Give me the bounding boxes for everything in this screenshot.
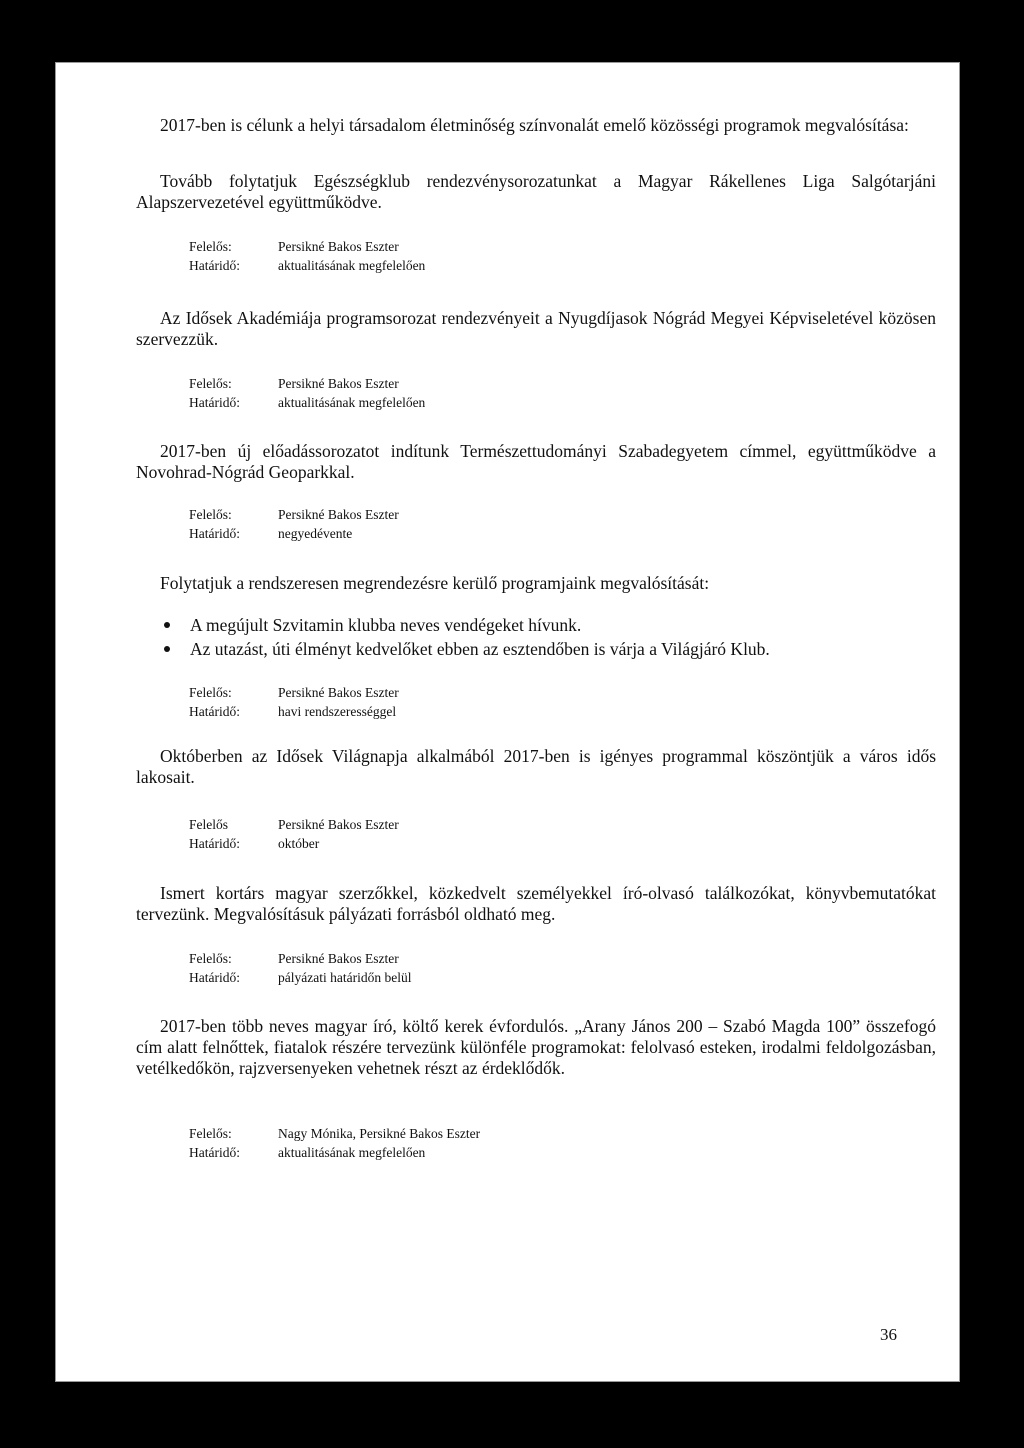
deadline-label: Határidő:: [189, 526, 240, 541]
deadline-label: Határidő:: [189, 970, 240, 985]
deadline-value: havi rendszerességgel: [278, 704, 397, 719]
program-list: [160, 613, 940, 661]
paragraph-anniversaries: 2017-ben több neves magyar író, költő kerek évfordulós. „Arany János 200 – Szabó Magda 100” összefogó cím alatt felnőttek, fiatalok részére tervezünk különféle programokat: felolvasó esteken, irodalmi feldolgozásban, vetélkedőkön, rajzversenyeken vehetnek részt az érdeklődők.: [136, 1016, 936, 1078]
responsibility-block: [189, 683, 689, 721]
responsible-value: Persikné Bakos Eszter: [278, 239, 399, 254]
responsible-label: Felelős:: [189, 507, 232, 522]
responsible-label: Felelős:: [189, 1126, 232, 1141]
deadline-value: aktualitásának megfelelően: [278, 258, 426, 273]
responsible-label: Felelős:: [189, 239, 232, 254]
responsible-value: Persikné Bakos Eszter: [278, 817, 399, 832]
paragraph-seniors-academy: Az Idősek Akadémiája programsorozat rendezvényeit a Nyugdíjasok Nógrád Megyei Képviseletével közösen szervezzük.: [136, 308, 936, 349]
responsible-value: Nagy Mónika, Persikné Bakos Eszter: [278, 1126, 481, 1141]
deadline-value: aktualitásának megfelelően: [278, 395, 426, 410]
responsibility-block: [189, 1124, 689, 1162]
deadline-value: negyedévente: [278, 526, 353, 541]
paragraph-author-meetings: Ismert kortárs magyar szerzőkkel, közkedvelt személyekkel író-olvasó találkozókat, könyvbemutatókat tervezünk. Megvalósításuk pályázati forrásból oldható meg.: [136, 883, 936, 924]
paragraph-goals: 2017-ben is célunk a helyi társadalom életminőség színvonalát emelő közösségi programok megvalósítása:: [160, 115, 909, 135]
responsibility-block: [189, 949, 689, 987]
responsible-label: Felelős:: [189, 685, 232, 700]
list-item: Az utazást, úti élményt kedvelőket ebben az esztendőben is várja a Világjáró Klub.: [160, 637, 940, 661]
responsibility-block: [189, 505, 689, 543]
responsibility-block: [189, 374, 689, 412]
responsible-value: Persikné Bakos Eszter: [278, 951, 399, 966]
paragraph-lecture-series: 2017-ben új előadássorozatot indítunk Természettudományi Szabadegyetem címmel, együttműködve a Novohrad-Nógrád Geoparkkal.: [136, 441, 936, 482]
paragraph-health-club: Tovább folytatjuk Egészségklub rendezvénysorozatunkat a Magyar Rákellenes Liga Salgótarjáni Alapszervezetével együttműködve.: [136, 171, 936, 212]
deadline-label: Határidő:: [189, 258, 240, 273]
responsibility-block: [189, 815, 689, 853]
deadline-value: aktualitásának megfelelően: [278, 1145, 426, 1160]
responsible-label: Felelős:: [189, 376, 232, 391]
paragraph-elderly-day: Októberben az Idősek Világnapja alkalmából 2017-ben is igényes programmal köszöntjük a város idős lakosait.: [136, 746, 936, 787]
responsible-value: Persikné Bakos Eszter: [278, 507, 399, 522]
responsible-value: Persikné Bakos Eszter: [278, 685, 399, 700]
responsible-label: Felelős:: [189, 951, 232, 966]
responsibility-block: [189, 237, 689, 275]
deadline-value: pályázati határidőn belül: [278, 970, 412, 985]
document-page: [55, 62, 960, 1382]
responsible-label: Felelős: [189, 817, 228, 832]
paragraph-regular-programs: Folytatjuk a rendszeresen megrendezésre kerülő programjaink megvalósítását:: [160, 573, 710, 593]
deadline-label: Határidő:: [189, 1145, 240, 1160]
deadline-label: Határidő:: [189, 395, 240, 410]
deadline-label: Határidő:: [189, 704, 240, 719]
deadline-label: Határidő:: [189, 836, 240, 851]
list-item: A megújult Szvitamin klubba neves vendégeket hívunk.: [160, 613, 940, 637]
responsible-value: Persikné Bakos Eszter: [278, 376, 399, 391]
deadline-value: október: [278, 836, 320, 851]
page-number: 36: [880, 1325, 897, 1344]
